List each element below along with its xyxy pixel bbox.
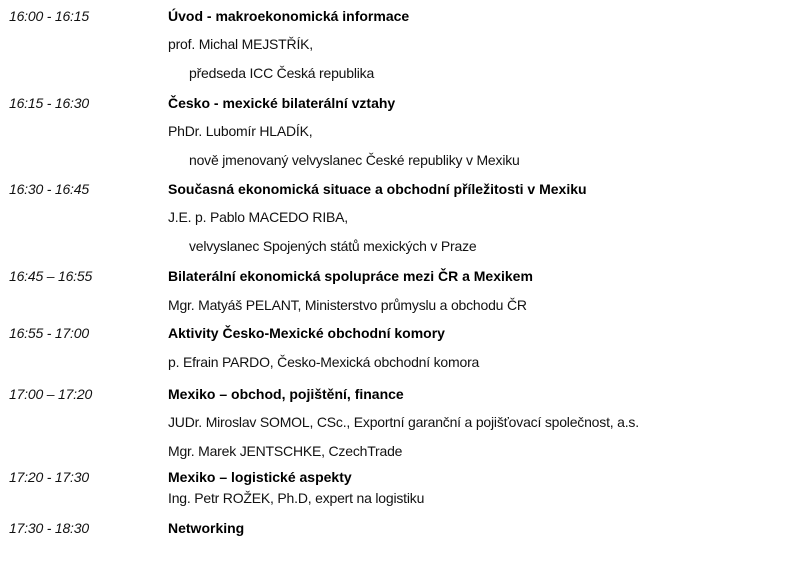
session-8-time: 17:30 - 18:30 (9, 520, 89, 536)
session-3-time: 16:30 - 16:45 (9, 181, 89, 197)
session-1-speaker-role: předseda ICC Česká republika (189, 65, 375, 81)
session-2-title: Česko - mexické bilaterální vztahy (168, 95, 396, 111)
session-7-title: Mexiko – logistické aspekty (168, 469, 352, 485)
session-6-title: Mexiko – obchod, pojištění, finance (168, 386, 404, 402)
session-4-title: Bilaterální ekonomická spolupráce mezi ČR a Mexikem (168, 268, 533, 284)
session-2-speaker: PhDr. Lubomír HLADÍK, (168, 123, 313, 139)
session-3-speaker: J.E. p. Pablo MACEDO RIBA, (168, 209, 348, 225)
session-7-time: 17:20 - 17:30 (9, 469, 89, 485)
session-1-title: Úvod - makroekonomická informace (168, 8, 410, 24)
session-4-speaker: Mgr. Matyáš PELANT, Ministerstvo průmyslu a obchodu ČR (168, 297, 527, 313)
session-8-title: Networking (168, 520, 245, 536)
session-6-time: 17:00 – 17:20 (9, 386, 93, 402)
session-2-speaker-role: nově jmenovaný velvyslanec České republiky v Mexiku (189, 152, 520, 168)
session-6-speaker-1: JUDr. Miroslav SOMOL, CSc., Exportní garanční a pojišťovací společnost, a.s. (168, 414, 639, 430)
session-4-time: 16:45 – 16:55 (9, 268, 93, 284)
session-5-time: 16:55 - 17:00 (9, 325, 89, 341)
session-1-speaker: prof. Michal MEJSTŘÍK, (168, 36, 313, 52)
session-5-title: Aktivity Česko-Mexické obchodní komory (168, 325, 445, 341)
session-3-speaker-role: velvyslanec Spojených států mexických v Praze (189, 238, 477, 254)
session-3-title: Současná ekonomická situace a obchodní příležitosti v Mexiku (168, 181, 587, 197)
session-1-time: 16:00 - 16:15 (9, 8, 89, 24)
session-2-time: 16:15 - 16:30 (9, 95, 89, 111)
session-5-speaker: p. Efrain PARDO, Česko-Mexická obchodní komora (168, 354, 480, 370)
session-7-speaker: Ing. Petr ROŽEK, Ph.D, expert na logistiku (168, 490, 425, 506)
session-6-speaker-2: Mgr. Marek JENTSCHKE, CzechTrade (168, 443, 403, 459)
